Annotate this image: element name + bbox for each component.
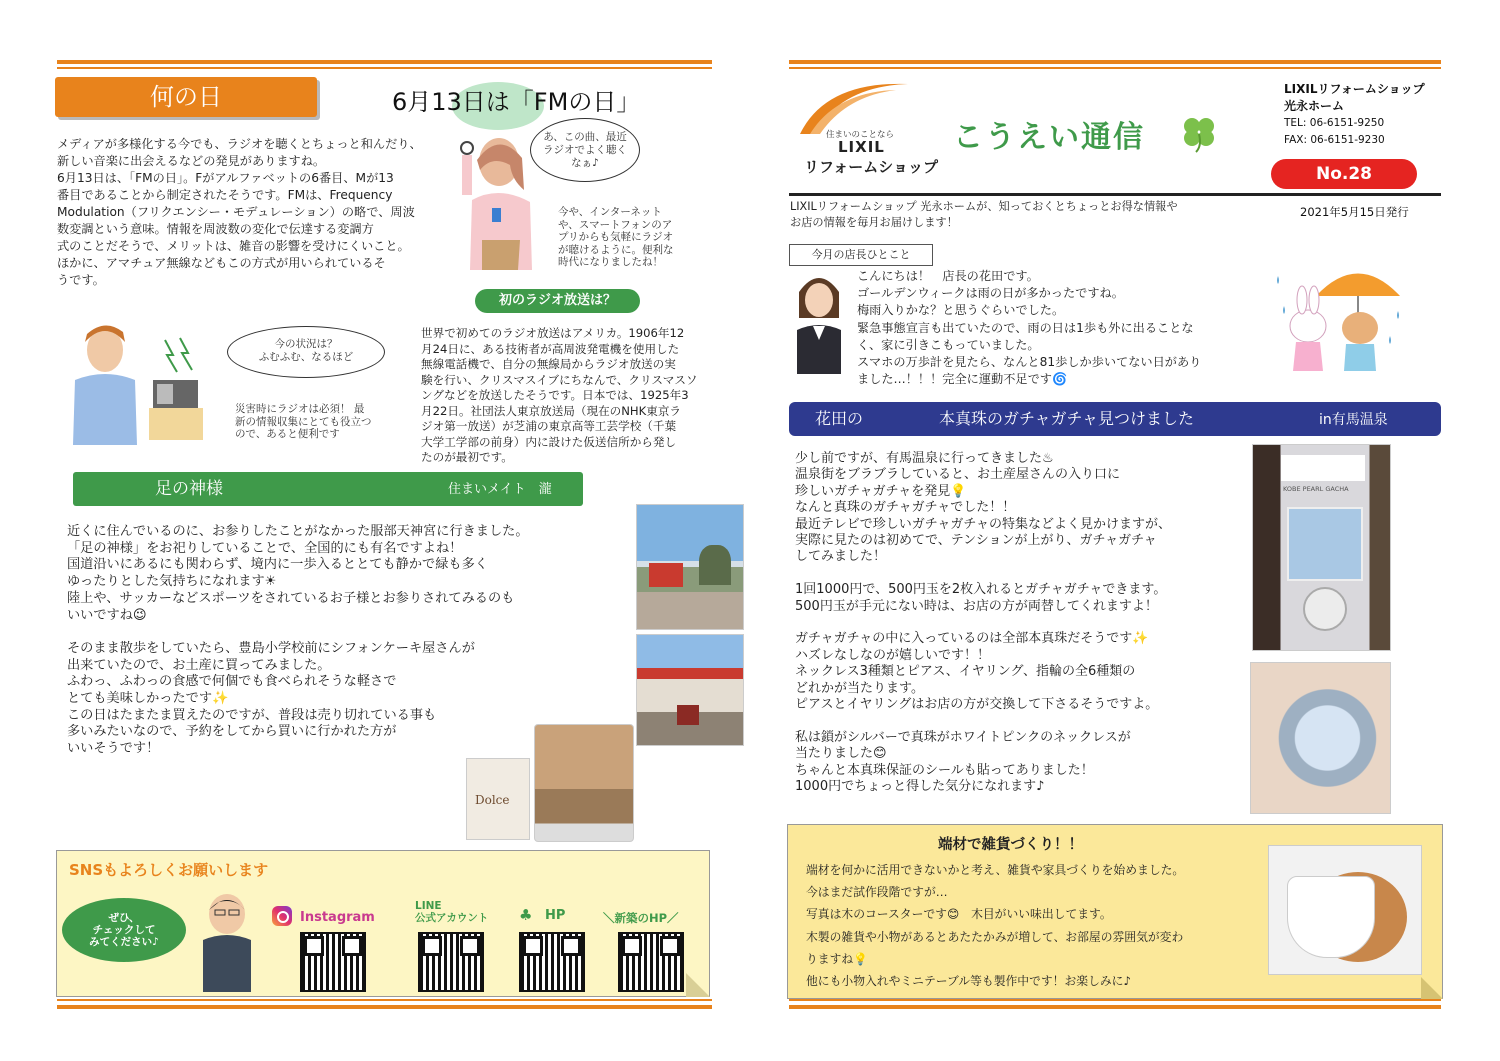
man-radio-illustration: [65, 320, 215, 450]
page-curl: [686, 973, 710, 997]
disaster-note: 災害時にラジオは必須！ 最 新の情報収集にとても役立つ ので、あると便利です: [235, 403, 372, 440]
sns-title: SNSもよろしくお願いします: [69, 861, 269, 879]
chiffon-cake-photo: [534, 724, 634, 842]
gacha-bar-right: in有馬温泉: [1319, 412, 1388, 428]
fm-day-body: メディアが多様化する今でも、ラジオを聴くとちょっと和んだり、 新しい音楽に出会えるなどの発見がありますね。 6月13日は、「FMの日」。Fがアルファベットの6番目、Mが13 番目であることから制定されたそうです。FMは、Frequency Modulation（フリクエンシー・モデュレーション）の略で、周波 数変調という意味。情報を周波数の変化で伝達する変調方 式のことだそうで、メリットは、雑音の影響を受けにくいこと。 ほかに、アマチュア無線などもこの方式が用いられているそ うです。: [57, 137, 422, 287]
shop-name-2: 光永ホーム: [1284, 99, 1345, 113]
shrine-body: 近くに住んでいるのに、お参りしたことがなかった服部天神宮に行きました。 「足の神様」をお祀りしていることで、全国的にも有名ですよね！ 国道沿いにあるにも関わらず、境内に一歩入るととても静かで緑も多く ゆったりとした気持ちになれます☀ 陸上や、サッカーなどスポーツをされているお子様とお参りされてみるのも いいですね😉 そのまま散歩をしていたら、豊島小学校前にシフォンケーキ屋さんが 出来ていたので、お土産に買ってみました。 ふわっ、ふわっの食感で何個でも食べられそうな軽さで とても美味しかったです✨ この日はたまたま買えたのですが、普段は売り切れている事も 多いみたいなので、予約をしてから買いに行かれた方が いいそうです！: [67, 524, 529, 757]
gacha-sign: [1281, 455, 1365, 481]
issue-number-badge: [1271, 159, 1417, 189]
gacha-section-bar: [789, 402, 1441, 436]
new-hp-label[interactable]: ＼新築のHP／: [603, 911, 679, 925]
sns-bubble-text: ぜひ、 チェックして みてください♪: [89, 912, 159, 948]
top-rule-right: [789, 60, 1441, 64]
shrine-gate-photo: [636, 504, 744, 630]
line-label[interactable]: LINE 公式アカウント: [415, 900, 489, 924]
hp-clover-icon: ♣: [519, 906, 533, 924]
gacha-dial: [1303, 587, 1347, 631]
cup: [1287, 876, 1375, 958]
hp-label[interactable]: HP: [545, 908, 566, 923]
internet-note: 今や、インターネット や、スマートフォンのア プリからも気軽にラジオ が聴けるように。便利な 時代になりましたね！: [558, 206, 674, 268]
gacha-capsule-window: [1287, 507, 1363, 581]
section-tab-nannohi: [55, 77, 317, 117]
issue-number: No.28: [1315, 164, 1373, 184]
woman-speech-text: あ、この曲、最近 ラジオでよく聴く なぁ♪: [543, 131, 627, 169]
shop-name-1: LIXILリフォームショップ: [1284, 82, 1425, 96]
manager-tag: [789, 244, 933, 266]
hp-qr[interactable]: [519, 932, 585, 992]
bottom-rule-left-thin: [57, 999, 712, 1001]
gacha-machine-photo: [1252, 444, 1391, 651]
sns-bubble: [62, 898, 186, 962]
lixil-logo-swoosh: [796, 76, 916, 136]
shrine-section-author: 住まいメイト 瀧: [448, 482, 552, 497]
issue-date: 2021年5月15日発行: [1300, 205, 1409, 219]
manager-portrait: [793, 270, 845, 374]
first-broadcast-tag-label: 初のラジオ放送は？: [498, 293, 616, 308]
crafts-body: 端材を何かに活用できないかと考え、雑貨や家具づくりを始めました。 今はまだ試作段階ですが… 写真は木のコースターです😊 木目がいい味出してます。 木製の雑貨や小物があるとあたたかみが増して、お部屋の雰囲気が変わ りますね💡 他にも小物入れやミニテーブル等も製作中です！お楽しみに♪: [806, 863, 1185, 989]
shrine-building: [649, 563, 683, 587]
bottom-rule-right: [789, 1005, 1441, 1009]
crafts-title: 端材で雑貨づくり！！: [938, 837, 1083, 853]
gacha-machine-label: KOBE PEARL GACHA: [1283, 485, 1349, 493]
line-qr[interactable]: [418, 932, 484, 992]
dolce-label: Dolce: [475, 793, 510, 807]
crafts-panel: [787, 824, 1443, 999]
logo-brand: LIXIL: [838, 138, 885, 156]
logo-tagline: 住まいのことなら: [826, 130, 895, 140]
man-speech-text: 今の状況は？ ふむふむ、なるほど: [258, 338, 354, 363]
newsletter-title: こうえい通信: [953, 120, 1145, 155]
first-broadcast-tag: [475, 289, 640, 313]
top-rule-right-thin: [789, 67, 1441, 69]
bottom-rule-right-thin: [789, 999, 1441, 1001]
logo-sub: リフォームショップ: [804, 158, 938, 176]
cake-shop-photo: [636, 634, 744, 746]
top-rule-left: [57, 60, 712, 64]
instagram-icon: [272, 906, 292, 926]
manager-body: こんにちは！ 店長の花田です。 ゴールデンウィークは雨の日が多かったですね。 梅雨入りかな？と思うぐらいでした。 緊急事態宣言も出ていたので、雨の日は1歩も外に出ることな く、家に引きこもっていました。 スマホの万歩計を見たら、なんと81歩しか歩いてない日があり ました…！！！完全に運動不足です🌀: [857, 269, 1202, 387]
cake-shop-cart: [677, 705, 699, 725]
manager-caricature: [195, 890, 260, 992]
shop-fax: FAX: 06-6151-9230: [1284, 134, 1385, 146]
instagram-qr[interactable]: [300, 932, 366, 992]
manager-tag-label: 今月の店長ひとこと: [811, 248, 911, 261]
bottom-rule-left: [57, 1005, 712, 1009]
clover-icon: [1178, 112, 1220, 154]
chiffon-bag-photo: [466, 758, 530, 840]
crafts-page-curl: [1421, 977, 1443, 999]
first-broadcast-body: 世界で初めてのラジオ放送はアメリカ。1906年12 月24日に、ある技術者が高周波発電機を使用した 無線電話機で、自分の無線局からラジオ放送の実 験を行い、クリスマスイブにちなんで、クリスマスソ ングなどを放送したそうです。日本では、1925年3 月22日。社団法人東京放送局（現在のNHK東京ラ ジオ第一放送）が芝浦の東京高等工芸学校（千葉 大学工学部の前身）内に設けた仮送信所から発し たのが最初です。: [421, 326, 698, 464]
new-hp-qr[interactable]: [618, 932, 684, 992]
woman-speech-bubble: [530, 118, 640, 182]
instagram-label[interactable]: Instagram: [300, 910, 375, 925]
header-rule: [789, 193, 1441, 196]
shop-tel: TEL: 06-6151-9250: [1284, 117, 1385, 129]
man-speech-bubble: [227, 326, 385, 378]
pearl-capsule-photo: [1250, 662, 1391, 814]
shrine-section-bar: [73, 472, 583, 506]
intro-text: LIXILリフォームショップ 光永ホームが、知っておくとちょっとお得な情報や お店の情報を毎月お届けします！: [790, 200, 1178, 229]
section-tab-label: 何の日: [150, 83, 222, 111]
fm-day-title: 6月13日は「FMの日」: [392, 88, 641, 116]
top-rule-left-thin: [57, 67, 712, 69]
shrine-tree: [699, 545, 731, 585]
gacha-bar-title: 本真珠のガチャガチャ見つけました: [939, 409, 1195, 428]
gacha-bar-left: 花田の: [815, 409, 864, 428]
shrine-section-title: 足の神様: [155, 479, 223, 499]
gacha-body: 少し前ですが、有馬温泉に行ってきました♨ 温泉街をブラブラしていると、お土産屋さんの入り口に 珍しいガチャガチャを発見💡 なんと真珠のガチャガチャでした！！ 最近テレビで珍しいガチャガチャの特集などよく見かけますが、 実際に見たのは初めてで、テンションが上がり、ガチャガチャ してみました！ 1回1000円で、500円玉を2枚入れるとガチャガチャできます。 500円玉が手元にない時は、お店の方が両替してくれますよ！ ガチャガチャの中に入っているのは全部本真珠だそうです✨ ハズレなしなのが嬉しいです！！ ネックレス3種類とピアス、イヤリング、指輪の全6種類の どれかが当たります。 ピアスとイヤリングはお店の方が交換して下さるそうですよ。 私は鎖がシルバーで真珠がホワイトピンクのネックレスが 当たりました😊 ちゃんと本真珠保証のシールも貼ってありました！ 1000円でちょっと得した気分になれます♪: [795, 451, 1171, 795]
rain-umbrella-illustration: [1268, 256, 1408, 386]
wood-coaster-photo: [1268, 845, 1422, 975]
